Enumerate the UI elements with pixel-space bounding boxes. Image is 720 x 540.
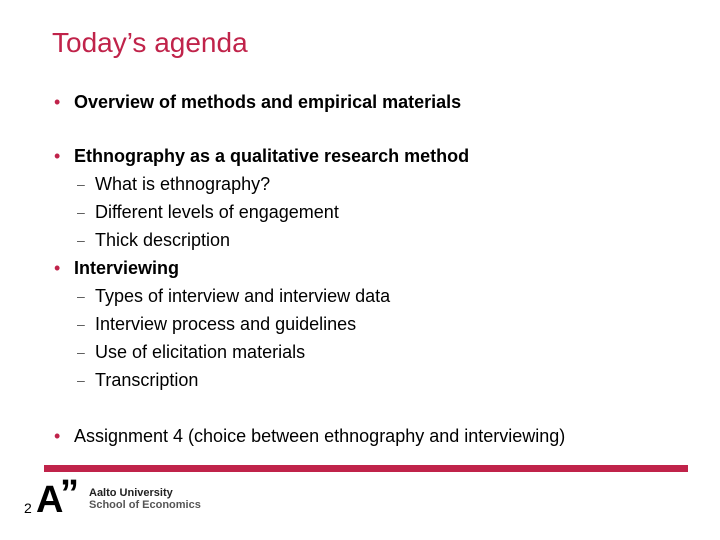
bullet-icon: •	[54, 92, 61, 112]
agenda-subitem	[54, 366, 694, 394]
aalto-a-icon: A	[36, 479, 64, 521]
agenda-list	[54, 88, 694, 450]
agenda-item-overview	[54, 88, 694, 116]
bullet-icon: •	[54, 258, 61, 278]
bullet-icon: •	[54, 426, 61, 446]
dash-icon: –	[77, 204, 85, 220]
agenda-subitem-label: Interview process and guidelines	[95, 314, 357, 334]
agenda-subitem-label: What is ethnography?	[95, 174, 271, 194]
agenda-item-assignment	[54, 422, 694, 450]
university-name: Aalto University	[89, 487, 173, 499]
agenda-item-label: Assignment 4 (choice between ethnography and interviewing)	[74, 426, 566, 446]
footer-accent-bar	[44, 465, 688, 472]
agenda-subitem-label: Types of interview and interview data	[95, 286, 391, 306]
agenda-item-label: Ethnography as a qualitative research method	[74, 146, 470, 166]
dash-icon: –	[77, 344, 85, 360]
aalto-quote-icon: ”	[60, 473, 79, 515]
agenda-item-interviewing	[54, 254, 694, 282]
agenda-subitem	[54, 226, 694, 254]
agenda-subitem	[54, 282, 694, 310]
agenda-subitem	[54, 338, 694, 366]
dash-icon: –	[77, 288, 85, 304]
agenda-subitem	[54, 170, 694, 198]
agenda-item-label: Interviewing	[74, 258, 180, 278]
logo-text	[89, 487, 201, 511]
aalto-logo	[34, 473, 214, 521]
agenda-item-label: Overview of methods and empirical materials	[74, 92, 462, 112]
agenda-subitem-label: Different levels of engagement	[95, 202, 339, 222]
dash-icon: –	[77, 372, 85, 388]
agenda-subitem-label: Thick description	[95, 230, 231, 250]
agenda-subitem	[54, 198, 694, 226]
dash-icon: –	[77, 176, 85, 192]
agenda-subitem-label: Transcription	[95, 370, 199, 390]
agenda-item-ethnography	[54, 142, 694, 170]
agenda-subitem	[54, 310, 694, 338]
agenda-subitem-label: Use of elicitation materials	[95, 342, 306, 362]
slide-title: Today’s agenda	[52, 27, 248, 58]
dash-icon: –	[77, 316, 85, 332]
dash-icon: –	[77, 232, 85, 248]
page-number: 2	[24, 500, 32, 516]
bullet-icon: •	[54, 146, 61, 166]
school-name: School of Economics	[89, 499, 201, 511]
